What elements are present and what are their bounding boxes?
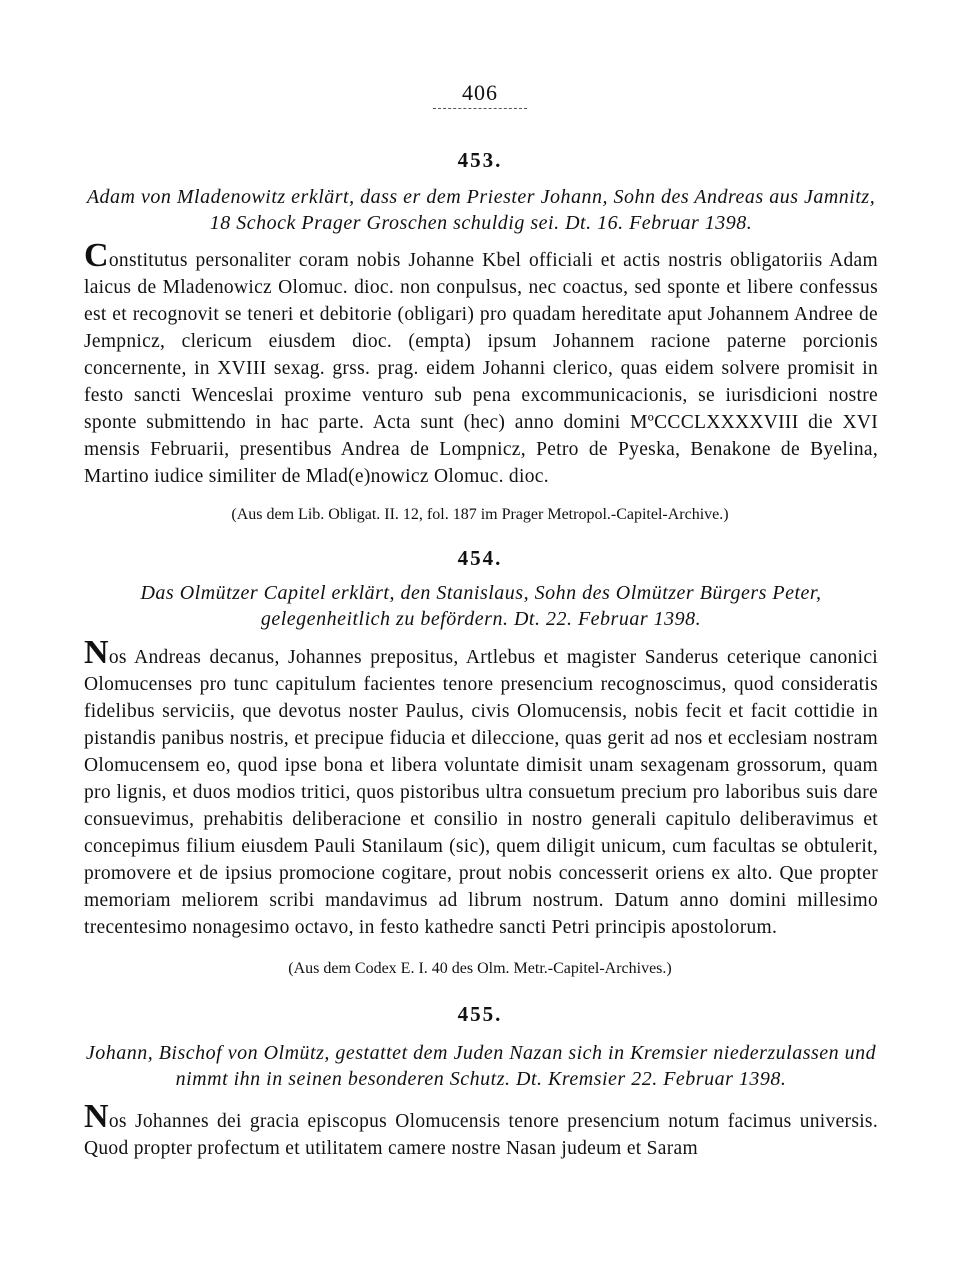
page-number: 406 bbox=[462, 80, 498, 105]
document-text: os Andreas decanus, Johannes prepositus, Artlebus et magister Sanderus ceterique canonici Olomucenses pro tunc capitulum facientes tenore presencium recognoscimus, quod consideratis fidelibus serviciis, que devotus noster Paulus, civis Olomucensis, nobis fecit et facit cottidie in pistandis panibus nostris, et precipue fiducia et dileccione, quas gerit ad nos et ecclesiam nostram Olomucensem eo, quod ipse bona et libera voluntate dimisit unam sexagenam grossorum, quam pro lignis, et duos modios tritici, quos pistoribus ultra consuetum precium pro laboribus suis dare consuevimus, prehabitis deliberacione et consilio in nostro generali capitulo deliberavimus et concepimus filium eiusdem Pauli Stanilaum (sic), quem diligit unicum, cum facultas se obtulerit, promovere et de ipsius promocione cogitare, prout nobis concesserit oriens ex alto. Que propter memoriam meliorem scribi mandavimus ad librum nostrum. Datum anno domini millesimo trecentesimo nonagesimo octavo, in festo kathedre sancti Petri principis apostolorum. bbox=[84, 647, 878, 938]
document-heading: Adam von Mladenowitz erklärt, dass er dem Priester Johann, Sohn des Andreas aus Jamnitz, 18 Schock Prager Groschen schuldig sei. Dt. 16. Februar 1398. bbox=[86, 186, 876, 234]
source-note: (Aus dem Codex E. I. 40 des Olm. Metr.-Capitel-Archives.) bbox=[288, 960, 672, 977]
document-body bbox=[84, 1098, 878, 1162]
document-heading: Das Olmützer Capitel erklärt, den Stanislaus, Sohn des Olmützer Bürgers Peter, gelegenheitlich zu befördern. Dt. 22. Februar 1398. bbox=[140, 582, 822, 630]
document-heading: Johann, Bischof von Olmütz, gestattet dem Juden Nazan sich in Kremsier niederzulassen und nimmt ihn in seinen besonderen Schutz. Dt. Kremsier 22. Februar 1398. bbox=[85, 1042, 877, 1090]
document-number: 453. bbox=[457, 148, 503, 172]
initial-letter: N bbox=[84, 1098, 109, 1135]
page-number-rule bbox=[433, 108, 527, 109]
document-number: 454. bbox=[457, 546, 503, 570]
source-note: (Aus dem Lib. Obligat. II. 12, fol. 187 im Prager Metropol.-Capitel-Archive.) bbox=[231, 506, 729, 523]
document-body bbox=[84, 237, 878, 490]
document-text: onstitutus personaliter coram nobis Johanne Kbel officiali et actis nostris obligatoriis Adam laicus de Mladenowicz Olomuc. dioc. non conpulsus, nec coactus, sed sponte et libere confessus est et recognovit se teneri et debitorie (obligari) pro quadam hereditate aput Johannem Andree de Jempnicz, clericum eiusdem dioc. (empta) ipsum Johannem racione paterne porcionis concernente, in XVIII sexag. grss. prag. eidem Johanni clerico, quas eidem solvere promisit in festo sancti Wenceslai proxime venturo sub pena excommunicacionis, se iurisdicioni nostre sponte submittendo in hac parte. Acta sunt (hec) anno domini MºCCCLXXXXVIII die XVI mensis Februarii, presentibus Andrea de Lompnicz, Petro de Pyeska, Benakone de Byelina, Martino iudice similiter de Mlad(e)nowicz Olomuc. dioc. bbox=[84, 250, 878, 487]
document-number: 455. bbox=[457, 1002, 503, 1026]
document-text: os Johannes dei gracia episcopus Olomucensis tenore presencium notum facimus universis. Quod propter profectum et utilitatem camere nostre Nasan judeum et Saram bbox=[84, 1111, 878, 1159]
initial-letter: N bbox=[84, 634, 109, 671]
initial-letter: C bbox=[84, 237, 109, 274]
document-body bbox=[84, 634, 878, 941]
